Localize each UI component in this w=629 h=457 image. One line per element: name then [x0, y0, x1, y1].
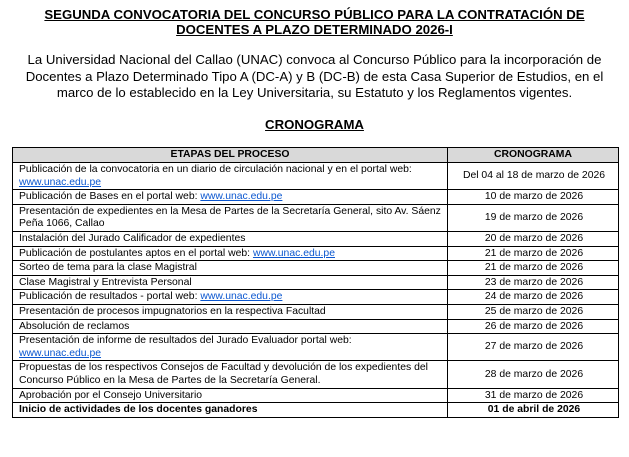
- schedule-heading: CRONOGRAMA: [265, 117, 364, 132]
- table-row: [13, 163, 619, 190]
- date-cell: 01 de abril de 2026: [448, 403, 619, 418]
- document-title: [12, 7, 617, 37]
- date-cell: 25 de marzo de 2026: [448, 304, 619, 319]
- stage-cell: [13, 388, 448, 403]
- stage-text: Inicio de actividades de los docentes ganadores: [19, 404, 258, 416]
- stage-cell: [13, 361, 448, 388]
- table-row: [13, 204, 619, 231]
- stage-text: Instalación del Jurado Calificador de expedientes: [19, 232, 246, 244]
- stage-cell: [13, 204, 448, 231]
- table-row: [13, 304, 619, 319]
- date-cell: 31 de marzo de 2026: [448, 388, 619, 403]
- stage-cell: [13, 304, 448, 319]
- stage-text: Absolución de reclamos: [19, 320, 130, 332]
- table-row: [13, 334, 619, 361]
- stage-text: Aprobación por el Consejo Universitario: [19, 389, 203, 401]
- stage-text: Publicación de postulantes aptos en el portal web:: [19, 247, 251, 259]
- stage-text: Publicación de resultados - portal web:: [19, 291, 198, 303]
- stage-text: Presentación de informe de resultados del Jurado Evaluador portal web:: [19, 335, 352, 347]
- date-cell: 10 de marzo de 2026: [448, 190, 619, 205]
- table-row: [13, 319, 619, 334]
- date-cell: 28 de marzo de 2026: [448, 361, 619, 388]
- intro-paragraph: La Universidad Nacional del Callao (UNAC) convoca al Concurso Público para la incorporación de Docentes a Plazo Determinado Tipo A (DC-A) y B (DC-B) de esta Casa Superior de Estudios, en el marco de lo establecido en la Ley Universitaria, su Estatuto y los Reglamentos vigentes.: [25, 52, 604, 100]
- date-cell: 23 de marzo de 2026: [448, 275, 619, 290]
- stage-cell: [13, 319, 448, 334]
- stage-text: Sorteo de tema para la clase Magistral: [19, 262, 197, 274]
- portal-link[interactable]: www.unac.edu.pe: [19, 176, 102, 188]
- column-header-stages: ETAPAS DEL PROCESO: [13, 148, 448, 163]
- stage-cell: [13, 163, 448, 190]
- table-row: [13, 190, 619, 205]
- stage-cell: [13, 275, 448, 290]
- table-row: [13, 290, 619, 305]
- document-title-line-1: SEGUNDA CONVOCATORIA DEL CONCURSO PÚBLICO PARA LA CONTRATACIÓN DE: [44, 7, 585, 22]
- table-row: [13, 275, 619, 290]
- date-cell: Del 04 al 18 de marzo de 2026: [448, 163, 619, 190]
- portal-link[interactable]: www.unac.edu.pe: [19, 347, 102, 359]
- table-row: [13, 403, 619, 418]
- portal-link[interactable]: www.unac.edu.pe: [200, 291, 283, 303]
- date-cell: 19 de marzo de 2026: [448, 204, 619, 231]
- stage-cell: [13, 190, 448, 205]
- portal-link[interactable]: www.unac.edu.pe: [252, 247, 335, 259]
- schedule-table: [12, 147, 619, 418]
- stage-cell: [13, 261, 448, 276]
- document-title-line-2: DOCENTES A PLAZO DETERMINADO 2026-I: [176, 22, 453, 37]
- stage-text: Presentación de procesos impugnatorios en la respectiva Facultad: [19, 305, 326, 317]
- stage-cell: [13, 334, 448, 361]
- table-row: [13, 261, 619, 276]
- stage-cell: [13, 231, 448, 246]
- table-row: [13, 246, 619, 261]
- date-cell: 24 de marzo de 2026: [448, 290, 619, 305]
- stage-cell: [13, 290, 448, 305]
- stage-text: Propuestas de los respectivos Consejos de Facultad y devolución de los expedientes del Concurso Público en la Mesa de Partes de la Secretaría General.: [19, 362, 428, 386]
- table-row: [13, 231, 619, 246]
- stage-text: Publicación de la convocatoria en un diario de circulación nacional y en el portal web:: [19, 164, 412, 175]
- date-cell: 21 de marzo de 2026: [448, 261, 619, 276]
- stage-cell: [13, 246, 448, 261]
- schedule-body: [13, 163, 619, 418]
- stage-text: Presentación de expedientes en la Mesa de Partes de la Secretaría General, sito Av. Sáenz Peña 1066, Callao: [19, 205, 441, 230]
- stage-text: Clase Magistral y Entrevista Personal: [19, 276, 192, 288]
- date-cell: 20 de marzo de 2026: [448, 231, 619, 246]
- date-cell: 26 de marzo de 2026: [448, 319, 619, 334]
- stage-cell: [13, 403, 448, 418]
- table-row: [13, 361, 619, 388]
- date-cell: 27 de marzo de 2026: [448, 334, 619, 361]
- stage-text: Publicación de Bases en el portal web:: [19, 191, 198, 203]
- date-cell: 21 de marzo de 2026: [448, 246, 619, 261]
- schedule-header-row: [13, 148, 619, 163]
- portal-link[interactable]: www.unac.edu.pe: [200, 191, 283, 203]
- column-header-schedule: CRONOGRAMA: [448, 148, 619, 163]
- table-row: [13, 388, 619, 403]
